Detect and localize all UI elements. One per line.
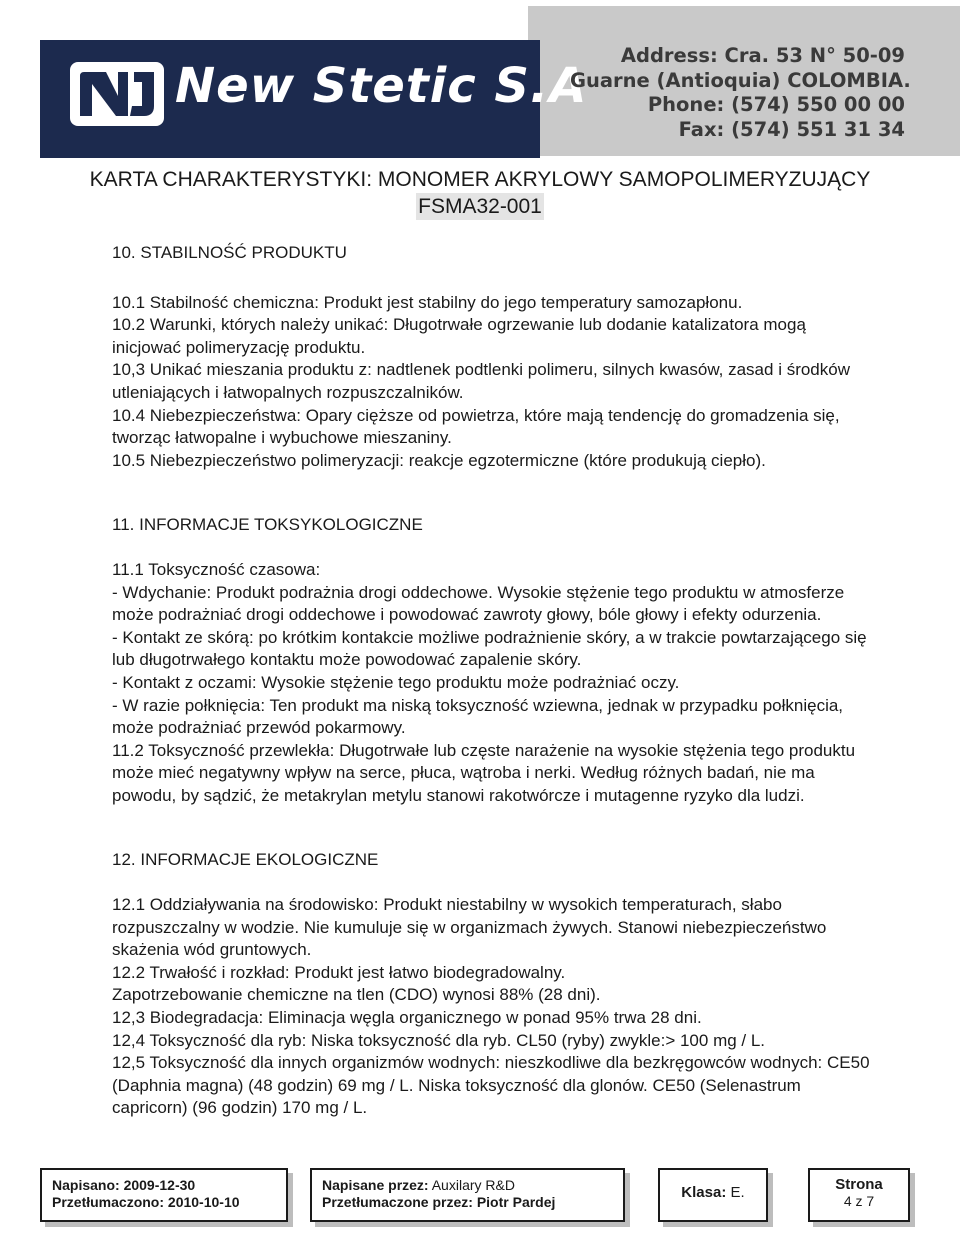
footer-class-box bbox=[658, 1168, 768, 1222]
document-code: FSMA32-001 bbox=[418, 195, 542, 218]
translated-date: 2010-10-10 bbox=[167, 1194, 240, 1210]
paragraph-12-5: 12,5 Toksyczność dla innych organizmów wodnych: nieszkodliwe dla bezkręgowców wodnych: CE50 (Daphnia magna) (48 godzin) 69 mg / L. Niska toksyczność dla glonów. CE50 (Selenastrum capricorn) (96 godzin) 170 mg / L. bbox=[112, 1053, 870, 1118]
page-label: Strona bbox=[835, 1176, 883, 1193]
written-date: 2009-12-30 bbox=[123, 1177, 196, 1193]
paragraph-12-1: 12.1 Oddziaływania na środowisko: Produkt niestabilny w wysokich temperaturach, słabo rozpuszczalny w wodzie. Nie kumuluje się w organizmach żywych. Stanowi niebezpieczeństwo skażenia wód gruntowych. bbox=[112, 895, 827, 960]
paragraph-12-cdo: Zapotrzebowanie chemiczne na tlen (CDO) wynosi 88% (28 dni). bbox=[112, 985, 601, 1005]
section-heading-12: 12. INFORMACJE EKOLOGICZNE bbox=[112, 850, 379, 870]
written-by-label: Napisane przez: bbox=[322, 1177, 429, 1193]
paragraph-12-2: 12.2 Trwałość i rozkład: Produkt jest łatwo biodegradowalny. bbox=[112, 962, 566, 982]
paragraph-10-4: 10.4 Niebezpieczeństwa: Opary cięższe od powietrza, które mają tendencję do gromadzenia się, tworząc łatwopalne i wybuchowe mieszaniny. bbox=[112, 405, 840, 448]
translated-date-label: Przetłumaczono: bbox=[52, 1194, 165, 1210]
paragraph-11-skin: - Kontakt ze skórą: po krótkim kontakcie możliwe podrażnienie skóry, a w trakcie powtarzającego się lub długotrwałego kontaktu może powodować zapalenie skóry. bbox=[112, 627, 867, 670]
company-address bbox=[570, 44, 911, 142]
paragraph-11-ingestion: - W razie połknięcia: Ten produkt ma niską toksyczność wziewna, jednak w przypadku połknięcia, może podrażniać przewód pokarmowy. bbox=[112, 695, 844, 738]
paragraph-10-2: 10.2 Warunki, których należy unikać: Długotrwałe ogrzewanie lub dodanie katalizatora mogą inicjować polimeryzację produktu. bbox=[112, 315, 806, 357]
section-heading-11: 11. INFORMACJE TOKSYKOLOGICZNE bbox=[112, 515, 423, 535]
phone-line: Phone: (574) 550 00 00 bbox=[647, 93, 905, 116]
section-heading-10: 10. STABILNOŚĆ PRODUKTU bbox=[112, 243, 347, 262]
translated-by-label: Przetłumaczone przez: bbox=[322, 1194, 473, 1210]
paragraph-11-inhalation: - Wdychanie: Produkt podrażnia drogi oddechowe. Wysokie stężenie tego produktu w atmosferze może podrażniać drogi oddechowe i powodować zawroty głowy, bóle głowy i efekty odurzenia. bbox=[112, 582, 845, 625]
paragraph-10-1: 10.1 Stabilność chemiczna: Produkt jest stabilny do jego temperatury samozapłonu. bbox=[112, 292, 743, 312]
written-by: Auxilary R&D bbox=[431, 1177, 515, 1193]
paragraph-12-4: 12,4 Toksyczność dla ryb: Niska toksyczność dla ryb. CL50 (ryby) zwykle:> 100 mg / L. bbox=[112, 1030, 766, 1050]
written-date-label: Napisano: bbox=[52, 1177, 120, 1193]
page-of: z bbox=[855, 1193, 863, 1209]
document-title-block bbox=[0, 166, 960, 220]
document-title: KARTA CHARAKTERYSTYKI: MONOMER AKRYLOWY SAMOPOLIMERYZUJĄCY bbox=[89, 168, 871, 191]
page-total: 7 bbox=[866, 1193, 875, 1209]
translated-by: Piotr Pardej bbox=[476, 1194, 556, 1210]
company-name: New Stetic S.A bbox=[175, 58, 588, 114]
address-line: Address: Cra. 53 N° 50-09 bbox=[620, 44, 905, 67]
paragraph-11-eyes: - Kontakt z oczami: Wysokie stężenie tego produktu może podrażniać oczy. bbox=[112, 672, 680, 692]
footer-authors-box bbox=[310, 1168, 625, 1222]
page-current: 4 bbox=[843, 1193, 852, 1209]
paragraph-10-3: 10,3 Unikać mieszania produktu z: nadtlenek podtlenki polimeru, silnych kwasów, zasad i środków utleniających i łatwopalnych rozpuszczalników. bbox=[112, 360, 850, 402]
footer-page-box bbox=[808, 1168, 910, 1222]
paragraph-11-1: 11.1 Toksyczność czasowa: bbox=[112, 559, 321, 579]
document-footer bbox=[40, 1168, 920, 1228]
paragraph-12-3: 12,3 Biodegradacja: Eliminacja węgla organicznego w ponad 95% trwa 28 dni. bbox=[112, 1008, 702, 1028]
paragraph-11-2: 11.2 Toksyczność przewlekła: Długotrwałe lub częste narażenie na wysokie stężenia tego produktu może mieć negatywny wpływ na serce, płuca, wątroba i nerki. Według różnych badań, nie ma powodu, by sądzić, że metakrylan metylu stanowi rakotwórcze i mutagenne ryzyko dla ludzi. bbox=[112, 740, 856, 805]
class-label: Klasa: bbox=[681, 1184, 727, 1201]
document-body bbox=[112, 242, 872, 1120]
class-value: E. bbox=[730, 1184, 745, 1201]
company-logo-icon bbox=[70, 62, 164, 126]
paragraph-10-5: 10.5 Niebezpieczeństwo polimeryzacji: reakcje egzotermiczne (które produkują ciepło). bbox=[112, 450, 766, 470]
address-line: Guarne (Antioquia) COLOMBIA. bbox=[570, 68, 911, 92]
footer-dates-box bbox=[40, 1168, 288, 1222]
fax-line: Fax: (574) 551 31 34 bbox=[678, 117, 905, 141]
